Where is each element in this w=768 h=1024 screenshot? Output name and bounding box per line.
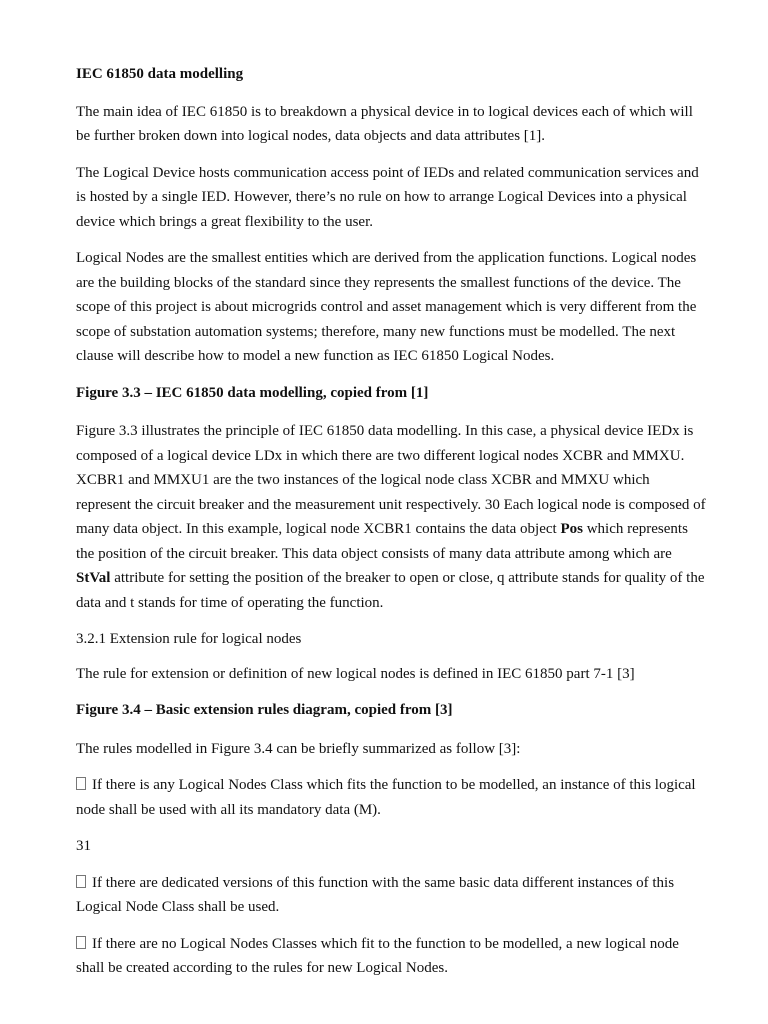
figure-caption-3-4: Figure 3.4 – Basic extension rules diagram, copied from [3]	[76, 702, 453, 718]
text-segment: which represents the position of the circuit breaker. This data object consists of many data attribute among which are	[76, 521, 688, 562]
paragraph-figure-explanation	[76, 419, 708, 615]
bullet-text: If there are no Logical Nodes Classes which fit to the function to be modelled, a new logical node shall be created according to the rules for new Logical Nodes.	[76, 935, 679, 976]
figure-caption-3-3: Figure 3.3 – IEC 61850 data modelling, copied from [1]	[76, 384, 429, 401]
paragraph-extension-rule: The rule for extension or definition of new logical nodes is defined in IEC 61850 part 7-1 [3]	[76, 665, 635, 682]
term-stval: StVal	[76, 570, 111, 586]
paragraph-rules-summary: The rules modelled in Figure 3.4 can be briefly summarized as follow [3]:	[76, 740, 521, 757]
paragraph-logical-device: The Logical Device hosts communication access point of IEDs and related communication services and is hosted by a single IED. However, there’s no rule on how to arrange Logical Devices into a physical device which brings a great flexibility to the user.	[76, 164, 699, 230]
paragraph-logical-nodes: Logical Nodes are the smallest entities which are derived from the application functions. Logical nodes are the building blocks of the standard since they represents the smallest functions of the device. The scope of this project is about microgrids control and asset management which is very different from the scope of substation automation systems; therefore, many new functions must be modelled. The next clause will describe how to model a new function as IEC 61850 Logical Nodes.	[76, 250, 697, 364]
term-pos: Pos	[560, 521, 583, 537]
bullet-item	[76, 871, 708, 920]
bullet-box-icon	[76, 875, 86, 888]
text-segment: Figure 3.3 illustrates the principle of IEC 61850 data modelling. In this case, a physical device IEDx is composed of a logical device LDx in which there are two different logical nodes XCBR and MMXU. XCBR1 and MMXU1 are the two instances of the logical node class XCBR and MMXU which represent the circuit breaker and the measurement unit respectively. 30 Each logical node is composed of many data object. In this example, logical node XCBR1 contains the data object	[76, 423, 706, 537]
bullet-text: If there is any Logical Nodes Class which fits the function to be modelled, an instance of this logical node shall be used with all its mandatory data (M).	[76, 777, 696, 818]
paragraph-intro: The main idea of IEC 61850 is to breakdown a physical device in to logical devices each of which will be further broken down into logical nodes, data objects and data attributes [1].	[76, 103, 693, 144]
subsection-heading: 3.2.1 Extension rule for logical nodes	[76, 631, 302, 647]
page-number: 31	[76, 838, 91, 854]
bullet-box-icon	[76, 936, 86, 949]
bullet-item	[76, 932, 708, 981]
text-segment: attribute for setting the position of the breaker to open or close, q attribute stands for quality of the data and t stands for time of operating the function.	[76, 570, 705, 611]
bullet-box-icon	[76, 777, 86, 790]
section-title: IEC 61850 data modelling	[76, 66, 244, 82]
bullet-item	[76, 773, 708, 822]
bullet-text: If there are dedicated versions of this function with the same basic data different instances of this Logical Node Class shall be used.	[76, 874, 675, 915]
